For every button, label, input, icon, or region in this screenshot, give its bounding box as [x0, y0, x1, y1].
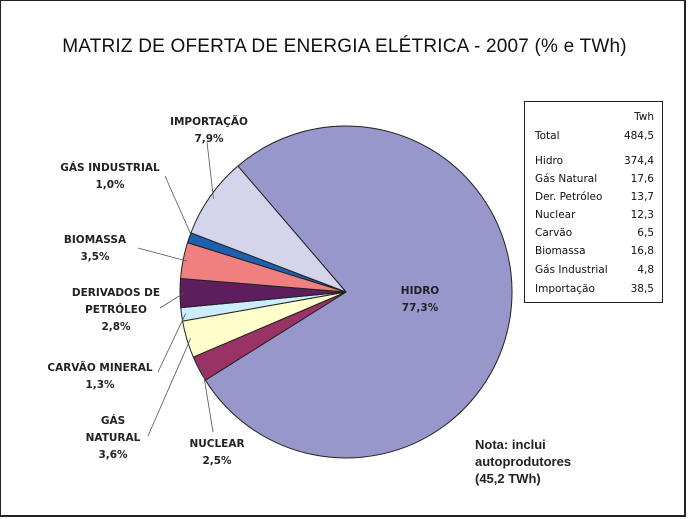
twh-row-value: 374,4 [623, 155, 654, 167]
twh-table-row [535, 283, 654, 295]
label-gas-natural-name: GÁS NATURAL [85, 415, 141, 444]
label-biomassa [58, 232, 132, 266]
twh-row-label: Carvão [535, 227, 573, 239]
twh-total-label: Total [535, 130, 560, 142]
twh-row-label: Biomassa [535, 245, 586, 257]
label-hidro-percent: 77,3% [401, 302, 439, 314]
twh-row-value: 13,7 [630, 191, 654, 203]
twh-table-row [535, 227, 654, 239]
label-nuclear-percent: 2,5% [202, 455, 232, 467]
label-importacao-name: IMPORTAÇÃO [170, 116, 248, 128]
twh-table-row [535, 191, 654, 203]
label-importacao-percent: 7,9% [194, 133, 224, 145]
twh-table-total-row [535, 130, 654, 142]
twh-total-value: 484,5 [623, 130, 654, 142]
twh-row-label: Der. Petróleo [535, 191, 603, 203]
note-line: (45,2 TWh) [475, 471, 541, 486]
twh-row-value: 6,5 [637, 227, 654, 239]
twh-table-row [535, 245, 654, 257]
label-derivados-petroleo-percent: 2,8% [101, 321, 131, 333]
label-gas-industrial-name: GÁS INDUSTRIAL [60, 162, 160, 174]
chart-title: MATRIZ DE OFERTA DE ENERGIA ELÉTRICA - 2007 (% e TWh) [62, 36, 627, 57]
leader-line [158, 314, 185, 372]
twh-row-value: 16,8 [630, 245, 654, 257]
label-hidro-name: HIDRO [400, 285, 440, 297]
twh-row-label: Importação [535, 283, 595, 295]
twh-table-row [535, 209, 654, 221]
label-gas-natural-percent: 3,6% [98, 449, 128, 461]
label-gas-industrial-percent: 1,0% [95, 179, 125, 191]
label-gas-industrial [54, 160, 166, 194]
label-carvao-mineral [44, 360, 156, 394]
label-derivados-petroleo-name: DERIVADOS DE PETRÓLEO [71, 287, 161, 316]
label-gas-natural [82, 413, 144, 464]
twh-row-value: 38,5 [630, 283, 654, 295]
twh-row-value: 4,8 [637, 264, 654, 276]
note [475, 436, 571, 487]
twh-table-row [535, 155, 654, 167]
twh-row-label: Gás Industrial [535, 264, 608, 276]
label-biomassa-name: BIOMASSA [63, 234, 127, 246]
note-line: autoprodutores [475, 454, 572, 469]
twh-row-label: Hidro [535, 155, 563, 167]
label-importacao [164, 114, 254, 148]
label-derivados-petroleo [70, 285, 162, 336]
label-carvao-mineral-name: CARVÃO MINERAL [47, 362, 153, 374]
label-nuclear [180, 436, 254, 470]
label-hidro [392, 283, 448, 317]
leader-line [207, 142, 214, 199]
leader-line [138, 248, 187, 261]
twh-table-header: Twh [634, 111, 654, 123]
label-carvao-mineral-percent: 1,3% [85, 379, 115, 391]
twh-table-header-row [535, 111, 654, 123]
twh-row-label: Gás Natural [535, 173, 598, 185]
leader-line [165, 176, 193, 239]
label-nuclear-name: NUCLEAR [189, 438, 245, 450]
twh-row-value: 12,3 [630, 209, 654, 221]
twh-row-value: 17,6 [630, 173, 654, 185]
twh-row-label: Nuclear [535, 209, 576, 221]
label-biomassa-percent: 3,5% [80, 251, 110, 263]
note-line: Nota: inclui [475, 437, 546, 452]
twh-table [524, 101, 663, 303]
twh-table-row [535, 173, 654, 185]
twh-table-row [535, 264, 654, 276]
